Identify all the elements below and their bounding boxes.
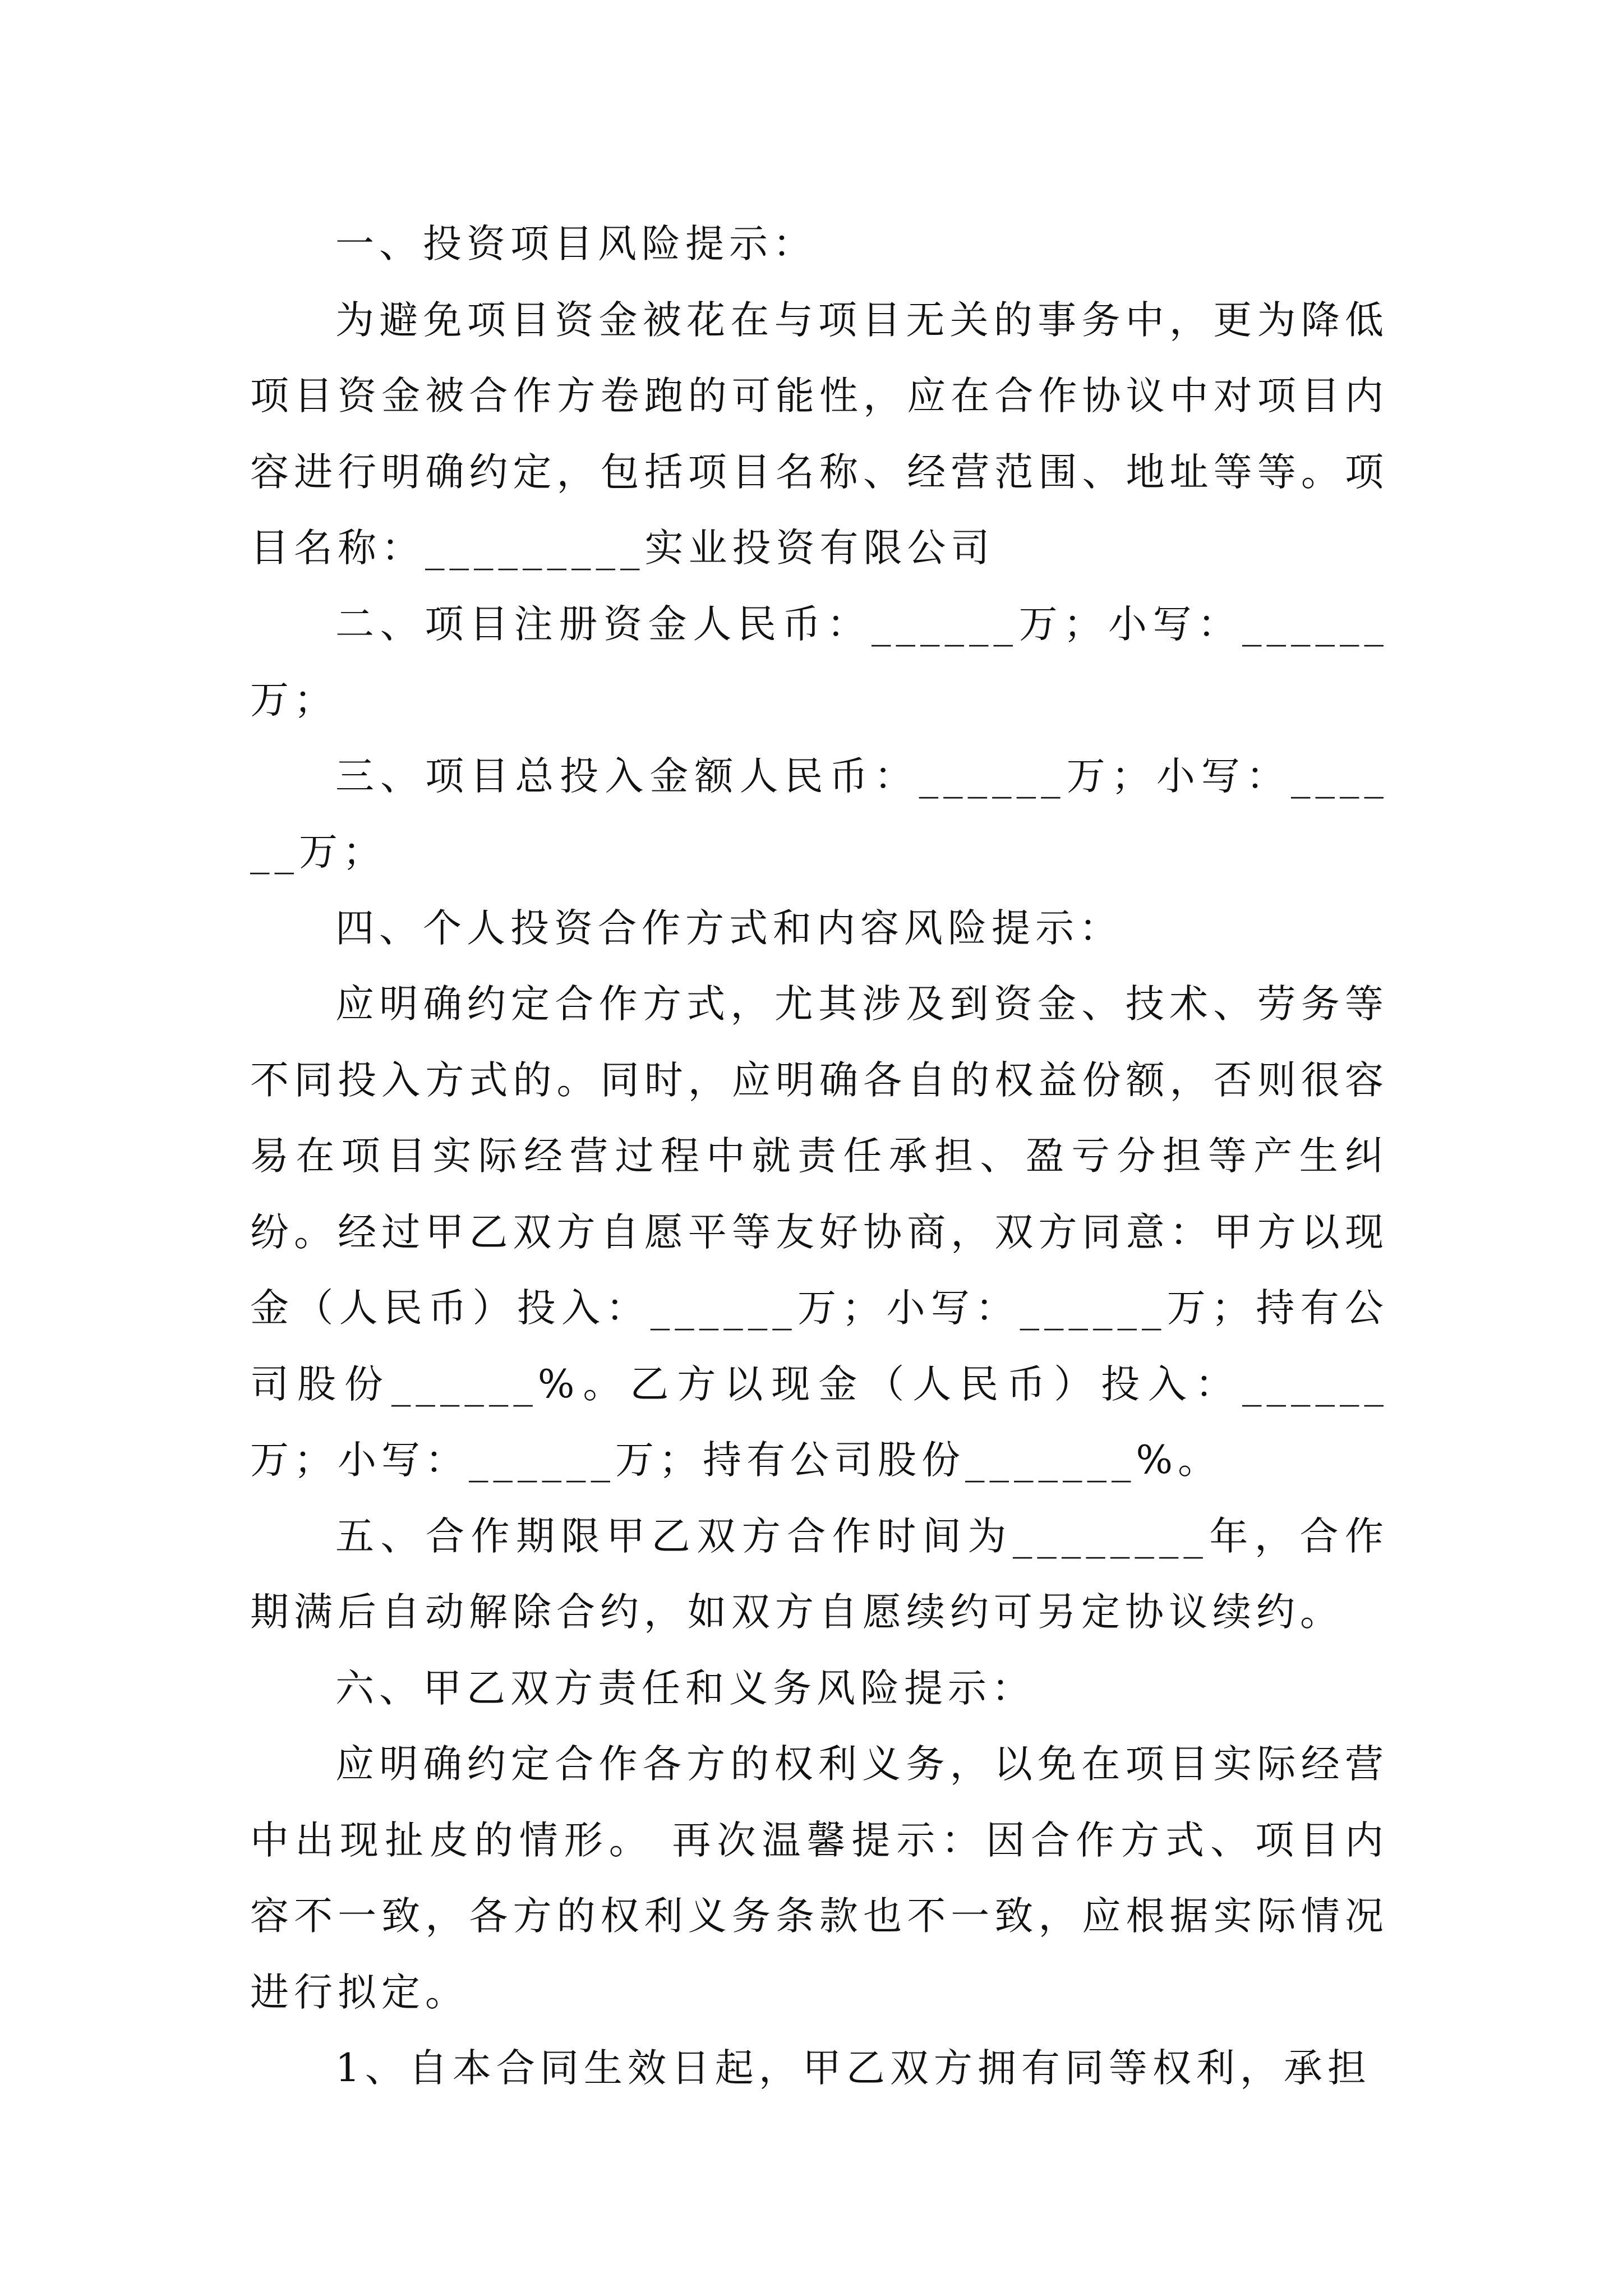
paragraph-cooperation-term: 五、合作期限甲乙双方合作时间为________年，合作期满后自动解除合约，如双方自愿续约可另定协议续约。 (250, 1513, 1389, 1635)
paragraph-rights-obligations: 应明确约定合作各方的权利义务，以免在项目实际经营中出现扯皮的情形。 再次温馨提示：因合作方式、项目内容不一致，各方的权利义务条款也不一致，应根据实际情况进行拟定。 (250, 1742, 1389, 2015)
paragraph-total-investment: 三、项目总投入金额人民币：______万；小写：______万； (250, 753, 1389, 875)
paragraph-clause-1: 1、自本合同生效日起，甲乙双方拥有同等权利，承担 (335, 2046, 1371, 2091)
section-heading-responsibilities: 六、甲乙双方责任和义务风险提示： (335, 1665, 1035, 1711)
paragraph-cooperation-details: 应明确约定合作方式，尤其涉及到资金、技术、劳务等不同投入方式的。同时，应明确各自的权益份额，否则很容易在项目实际经营过程中就责任承担、盈亏分担等产生纠纷。经过甲乙双方自愿平等友好协商，双方同意：甲方以现金（人民币）投入：______万；小写：______万；持有公司股份______%。乙方以现金（人民币）投入：______万；小写：______万；持有公司股份_______%。 (250, 982, 1389, 1483)
paragraph-project-scope: 为避免项目资金被花在与项目无关的事务中，更为降低项目资金被合作方卷跑的可能性，应在合作协议中对项目内容进行明确约定，包括项目名称、经营范围、地址等等。项目名称：_________实业投资有限公司 (250, 297, 1389, 570)
document-body (250, 206, 1389, 2107)
paragraph-registered-capital: 二、项目注册资金人民币：______万；小写：______万； (250, 601, 1389, 723)
section-heading-cooperation-method: 四、个人投资合作方式和内容风险提示： (335, 905, 1123, 951)
section-heading-investment-risk: 一、投资项目风险提示： (335, 222, 817, 266)
